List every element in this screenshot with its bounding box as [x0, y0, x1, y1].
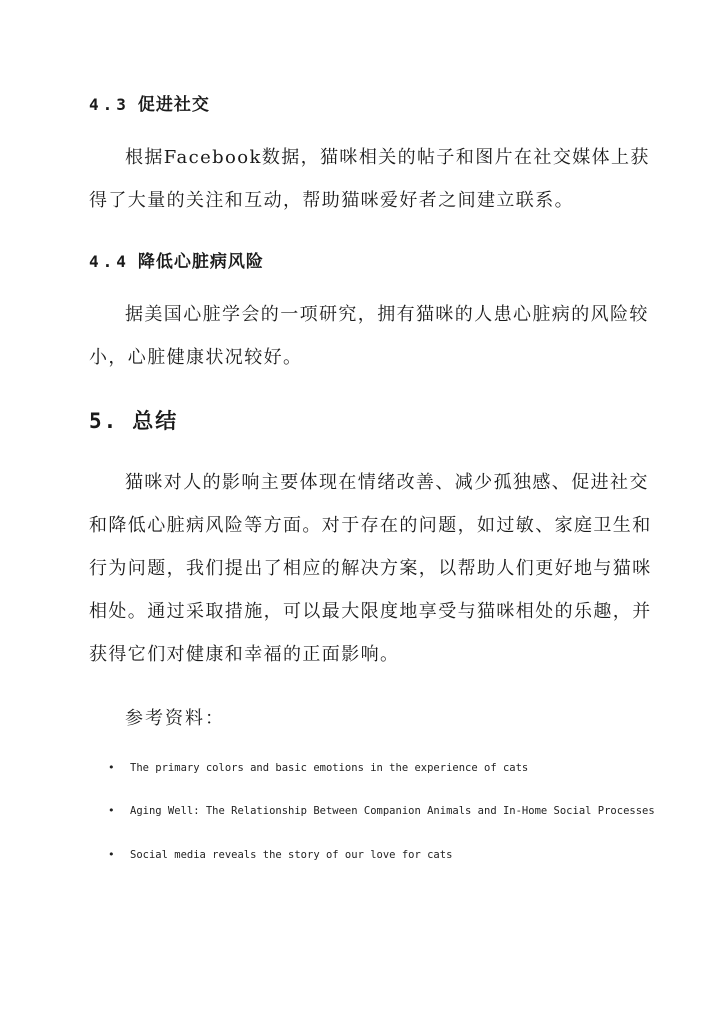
paragraph-line: 根据Facebook数据，猫咪相关的帖子和图片在社交媒体上获	[125, 147, 650, 168]
paragraph-summary	[89, 461, 652, 676]
paragraph-line: 得了大量的关注和互动，帮助猫咪爱好者之间建立联系。	[89, 190, 574, 211]
section-heading-4-4	[89, 247, 264, 272]
paragraph-line: 据美国心脏学会的一项研究，拥有猫咪的人患心脏病的风险较	[125, 304, 649, 325]
section-title: 促进社交	[137, 95, 210, 115]
section-heading-5	[89, 405, 178, 435]
bullet-icon: •	[108, 804, 115, 817]
bullet-icon: •	[108, 761, 115, 774]
paragraph-line: 获得它们对健康和幸福的正面影响。	[89, 644, 400, 665]
section-number: 4.4	[89, 252, 130, 271]
section-number: 5.	[89, 409, 119, 433]
reference-text: Aging Well: The Relationship Between Companion Animals and In-Home Social Processes	[130, 805, 655, 817]
paragraph-line: 相处。通过采取措施，可以最大限度地享受与猫咪相处的乐趣，并	[89, 601, 652, 622]
paragraph-line: 和降低心脏病风险等方面。对于存在的问题，如过敏、家庭卫生和	[89, 515, 652, 536]
paragraph-social	[89, 136, 650, 222]
reference-item	[108, 804, 655, 817]
reference-item	[108, 761, 528, 774]
reference-text: Social media reveals the story of our love for cats	[130, 849, 453, 861]
paragraph-line: 猫咪对人的影响主要体现在情绪改善、减少孤独感、促进社交	[125, 472, 649, 493]
section-title: 降低心脏病风险	[137, 252, 264, 272]
section-title: 总结	[132, 409, 179, 433]
paragraph-heart	[89, 293, 649, 379]
section-heading-4-3	[89, 90, 210, 115]
bullet-icon: •	[108, 848, 115, 861]
references-title: 参考资料：	[125, 708, 225, 729]
section-number: 4.3	[89, 95, 130, 114]
paragraph-line: 小，心脏健康状况较好。	[89, 347, 303, 368]
reference-item	[108, 848, 452, 861]
reference-text: The primary colors and basic emotions in the experience of cats	[130, 762, 529, 774]
paragraph-line: 行为问题，我们提出了相应的解决方案，以帮助人们更好地与猫咪	[89, 558, 652, 579]
